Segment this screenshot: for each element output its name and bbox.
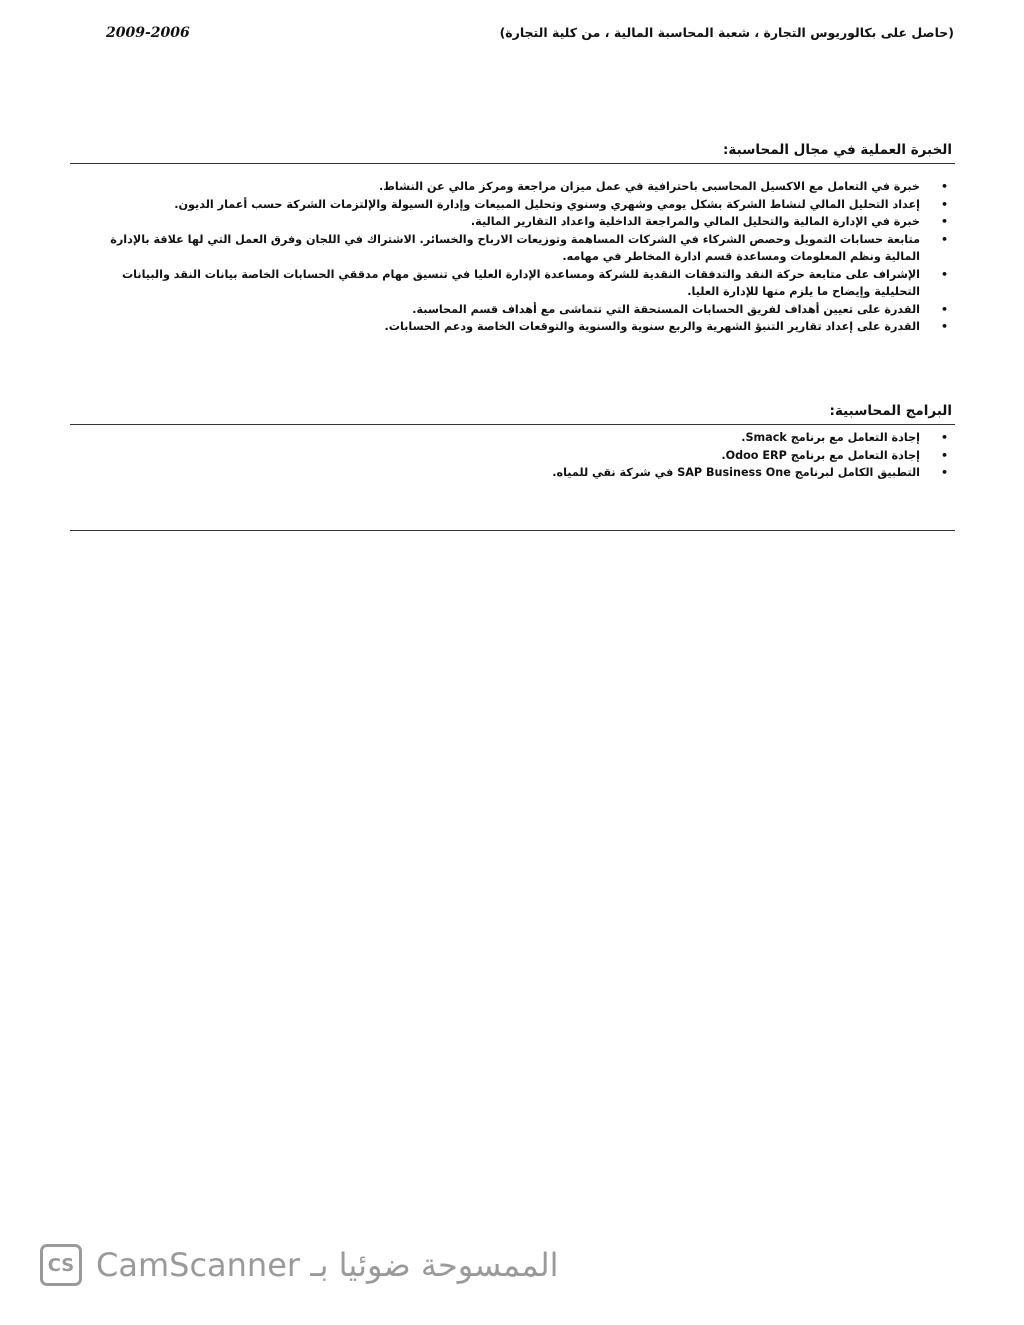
experience-divider [70, 163, 955, 164]
bullet-icon: • [940, 431, 948, 444]
bullet-icon: • [940, 197, 948, 211]
software-divider [70, 424, 955, 425]
camscanner-watermark [40, 1240, 600, 1290]
bullet-icon: • [940, 232, 948, 246]
list-item: • التطبيق الكامل لبرنامج SAP Business One في شركة نقي للمياه. [105, 464, 920, 482]
degree-text: (حاصل على بكالوريوس التجارة ، شعبة المحاسبة المالية ، من كلية التجارة) [499, 25, 954, 40]
degree-line [70, 25, 954, 45]
camscanner-logo-icon: CS [40, 1244, 82, 1286]
list-item: • خبرة في الإدارة المالية والتحليل المالي والمراجعة الداخلية واعداد التقارير المالية. [105, 213, 920, 231]
software-heading: البرامج المحاسبية: [829, 403, 952, 419]
experience-heading: الخبرة العملية في مجال المحاسبة: [723, 142, 952, 158]
years-text: 2009-2006 [106, 25, 190, 41]
bottom-divider [70, 530, 955, 531]
bullet-icon: • [940, 215, 948, 228]
list-item: • خبرة في التعامل مع الاكسيل المحاسبى باحترافية في عمل ميزان مراجعة ومركز مالي عن النشاط. [105, 178, 920, 196]
list-item: • القدرة على تعيين أهداف لفريق الحسابات المستحقة التي تتماشى مع أهداف قسم المحاسبة. [105, 301, 920, 319]
software-list [105, 429, 948, 482]
list-item: • متابعة حسابات التمويل وحصص الشركاء في الشركات المساهمة وتوزيعات الارباح والخسائر. الاشتراك في اللجان وفرق العمل التي لها علاقة بالإدارة المالية ونظم المعلومات ومساعدة قسم ادارة المخاطر في مهامه. [110, 232, 948, 263]
bullet-icon: • [940, 267, 948, 281]
bullet-icon: • [940, 320, 948, 333]
bullet-icon: • [940, 302, 948, 316]
list-item: • إجادة التعامل مع برنامج Odoo ERP. [105, 447, 920, 465]
experience-list [105, 178, 948, 336]
list-item: • القدرة على إعداد تقارير التنبؤ الشهرية والربع سنوية والسنوية والتوقعات الخاصة ودعم الحسابات. [105, 318, 920, 336]
bullet-icon: • [940, 466, 948, 479]
bullet-icon: • [940, 448, 948, 462]
list-item: • إعداد التحليل المالي لنشاط الشركة بشكل يومي وشهري وسنوي وتحليل المبيعات وإدارة السيولة والإلتزمات الشركة حسب أعمار الديون. [105, 196, 920, 214]
watermark-text: الممسوحة ضوئيا بـ CamScanner [96, 1246, 559, 1284]
list-item: • إجادة التعامل مع برنامج Smack. [105, 429, 920, 447]
bullet-icon: • [940, 180, 948, 193]
list-item: • الإشراف على متابعة حركة النقد والتدفقات النقدية للشركة ومساعدة الإدارة العليا في تنسيق مهام مدققي الحسابات الخاصة بيانات النقد والبيانات التحليلية وإيضاح ما يلزم منها للإدارة العليا. [121, 267, 948, 298]
